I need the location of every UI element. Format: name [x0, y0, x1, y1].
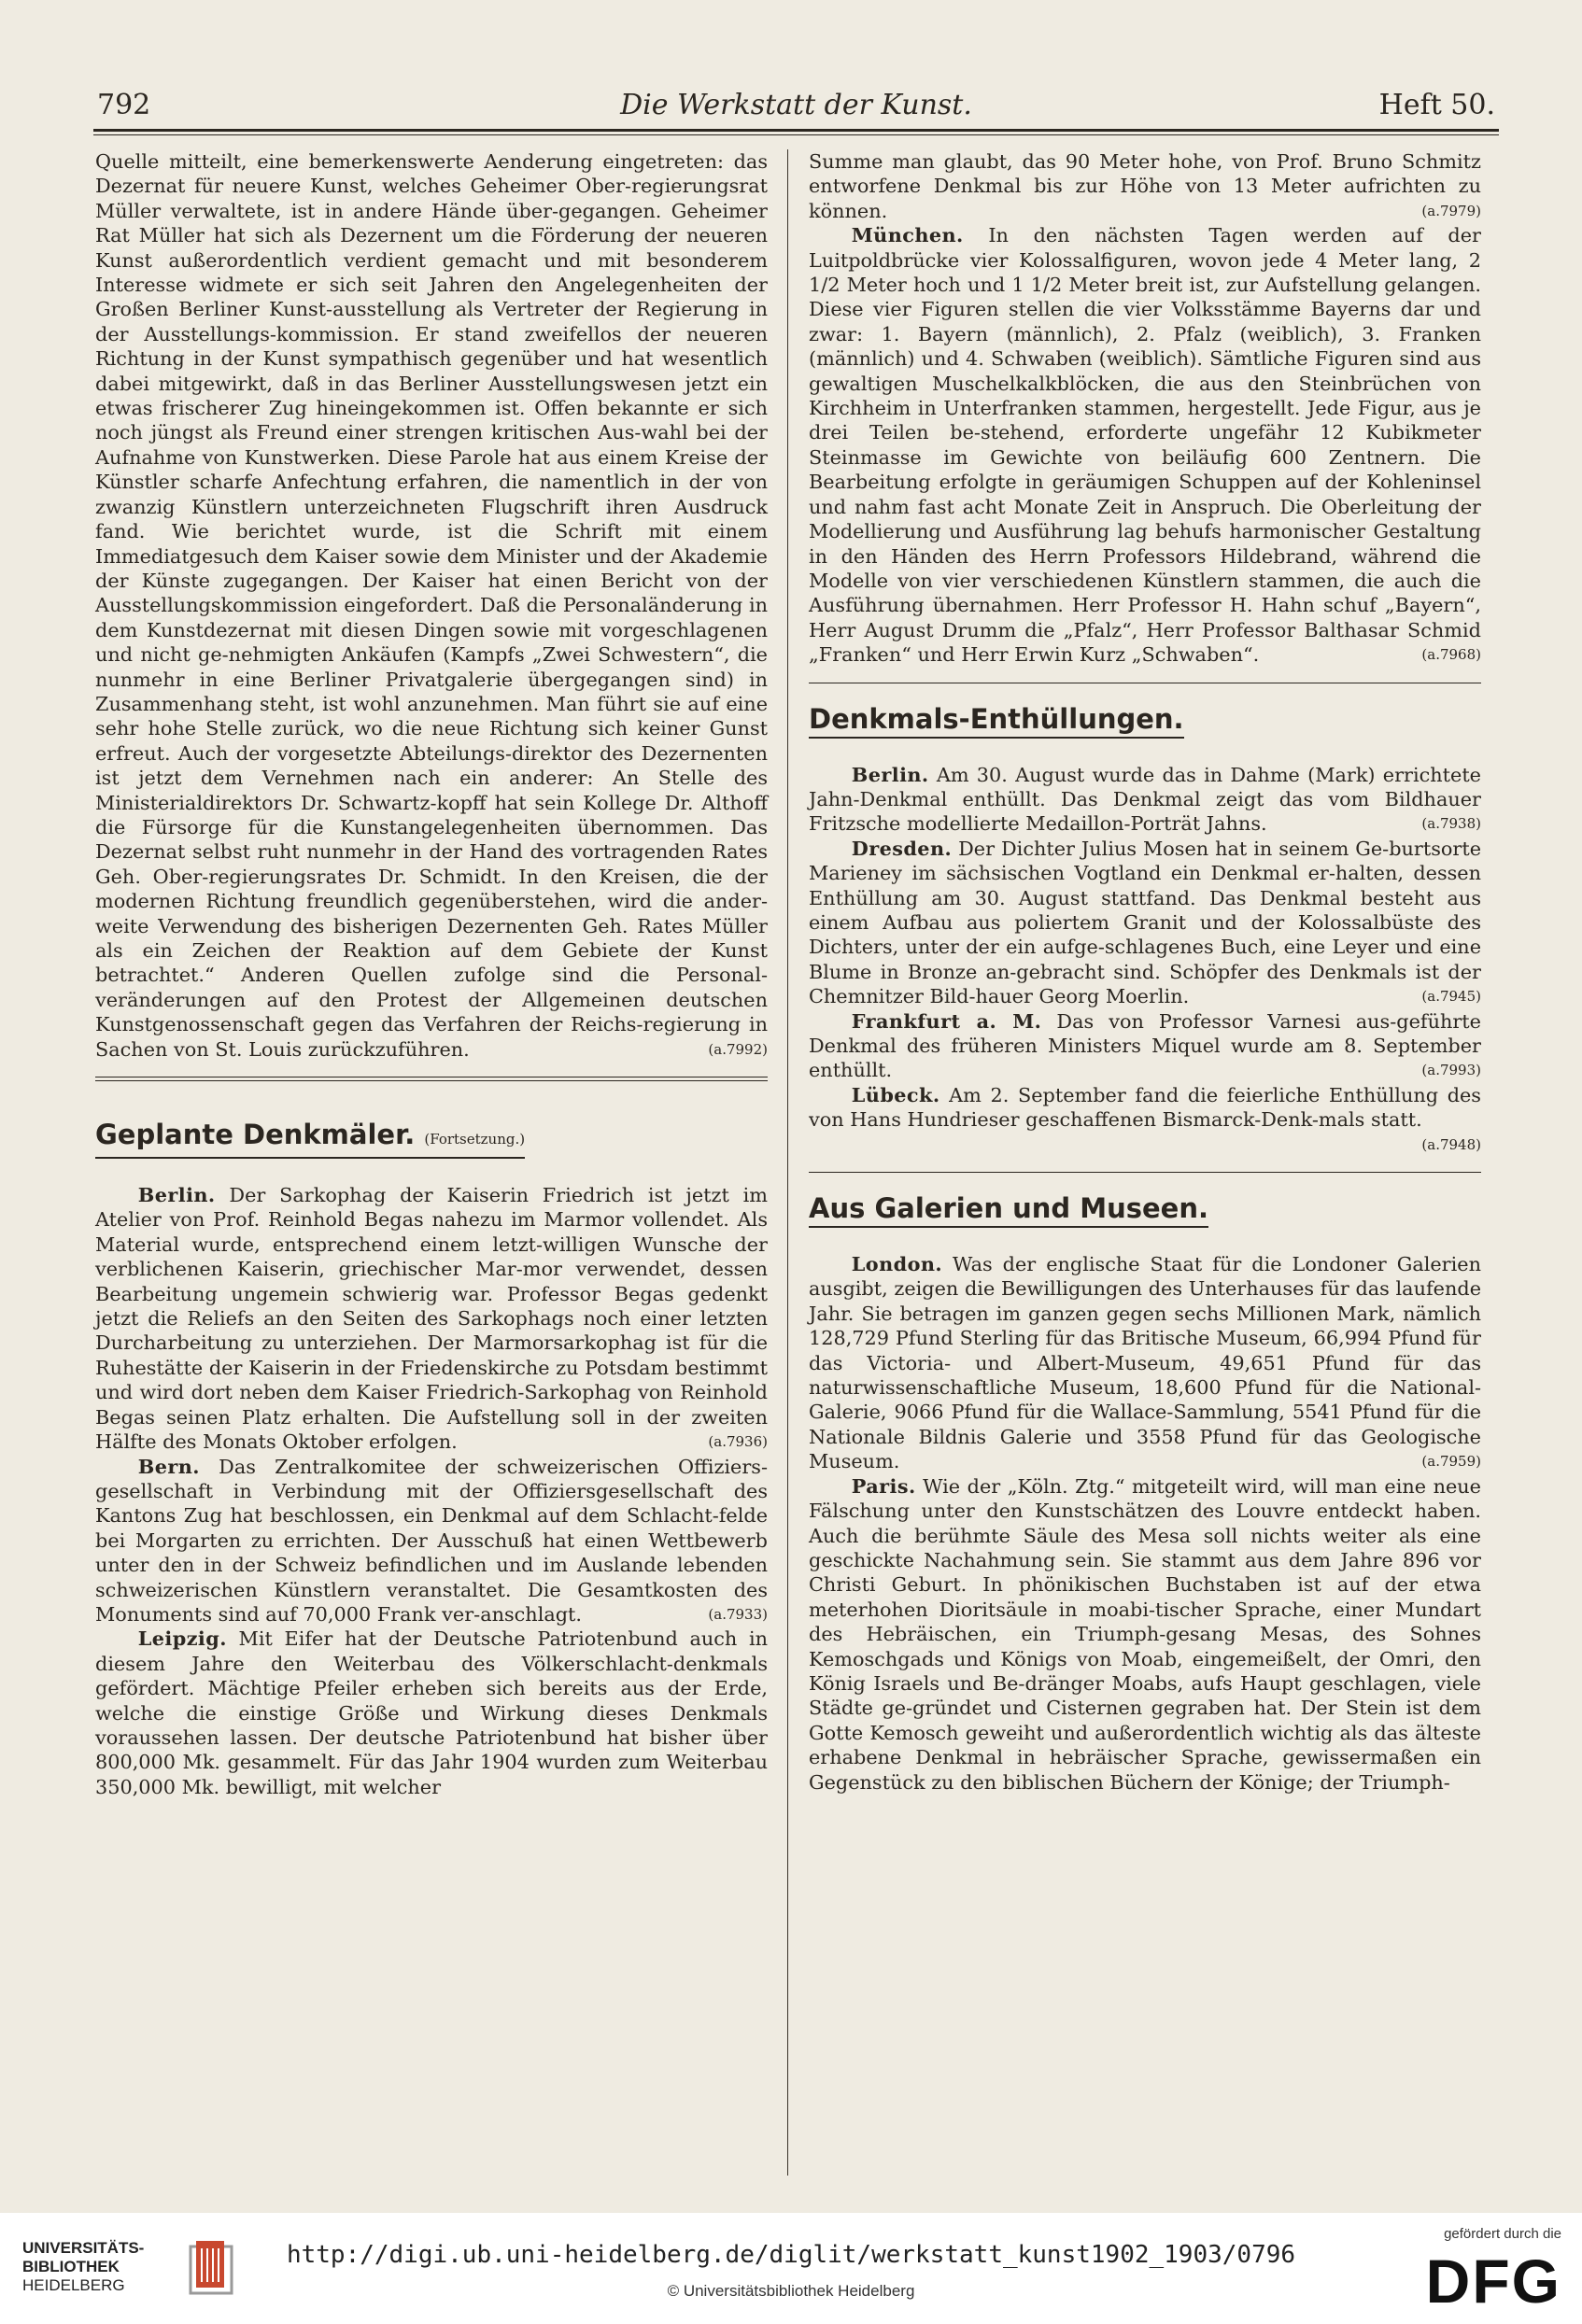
news-entry: [809, 1252, 1481, 1474]
section-divider-thin: [95, 1080, 768, 1081]
header-rule: [93, 129, 1499, 132]
entry-place: Dresden.: [851, 836, 953, 860]
entry-place: London.: [851, 1252, 943, 1276]
news-entry: [95, 1183, 768, 1454]
permalink-url[interactable]: http://digi.ub.uni-heidelberg.de/diglit/werkstatt_kunst1902_1903/0796: [286, 2241, 1296, 2269]
news-entry: [809, 1009, 1481, 1083]
entry-text: Wie der „Köln. Ztg.“ mitgeteilt wird, will man eine neue Fälschung unter den Kunstschätzen des Louvre entdeckt haben. Auch die berühmte Säule des Mesa soll nichts weiter als eine geschickte Nachahmung sein. Sie stammt aus dem Jahre 896 vor Christi Geburt. In phönikischen Buchstaben ist auf der etwa meterhohen Dioritsäule in moabi-tischer Sprache, einer Mundart des Hebräischen, ein Triumph-gesang Mesas, des Sohnes Kemoschgads und Königs von Moab, eingemeißelt, der Omri, den König Israels und Be-dränger Moabs, aufs Haupt geschlagen, viele Städte ge-gründet und Cisternen gegraben hat. Der Stein ist dem Gotte Kemosch geweiht und außerordentlich wichtig als das älteste erhabene Denkmal in hebräischer Sprache, gewissermaßen ein Gegenstück zu den biblischen Büchern der Könige; der Triumph-: [809, 1474, 1481, 1794]
entry-text: In den nächsten Tagen werden auf der Luitpoldbrücke vier Kolossalfiguren, wovon jede 4 Meter lang, 2 1/2 Meter hoch und 1 1/2 Meter breit ist, zur Aufstellung gelangen. Diese vier Figuren stellen die vier Volksstämme Bayerns dar und zwar: 1. Bayern (männlich), 2. Pfalz (weiblich), 3. Franken (männlich) und 4. Schwaben (weiblich). Sämtliche Figuren sind aus gewaltigen Muschelkalkblöcken, die aus den Steinbrüchen von Kirchheim in Unterfranken stammen, hergestellt. Jede Figur, aus je drei Teilen be-stehend, erforderte ungefähr 12 Kubikmeter Steinmasse im Gewichte von beiläufig 600 Zentnern. Die Bearbeitung erfolgte in geräumigen Schuppen auf der Kohleninsel und nahm fast acht Monate Zeit in Anspruch. Die Oberleitung der Modellierung und Ausführung lag behufs harmonischer Gestaltung in den Händen des Herrn Professors Hildebrand, während die Modelle von vier verschiedenen Künstlern stammen, die auch die Ausführung übernahmen. Herr Professor H. Hahn schuf „Bayern“, Herr August Drumm die „Pfalz“, Herr Professor Balthasar Schmid „Franken“ und Herr Erwin Kurz „Schwaben“.: [809, 224, 1481, 667]
news-entry: [809, 1082, 1481, 1153]
reference-code: (a.7979): [1421, 202, 1481, 219]
news-entry: [809, 763, 1481, 837]
reference-code: (a.7959): [1421, 1453, 1481, 1471]
entry-text: Am 2. September fand die feierliche Enthüllung des von Hans Hundrieser geschaffenen Bismarck-Denk-mals statt.: [809, 1083, 1481, 1132]
page-header: [93, 73, 1499, 127]
entry-place: Lübeck.: [851, 1082, 940, 1106]
section-title-enthuellungen: Denkmals-Enthüllungen.: [809, 703, 1184, 739]
entry-place: Frankfurt a. M.: [851, 1008, 1042, 1033]
entry-text: Der Dichter Julius Mosen hat in seinem Ge-burtsorte Marieney im sächsischen Vogtland ein Denkmal er-halten, dessen Enthüllung am 30. August stattfand. Das Denkmal besteht aus einem Aufbau aus poliertem Granit und der Kolossalbüste des Dichters, unter der ein aufge-schlagenes Buch, eine Leyer und eine Blume in Bronze an-gebracht sind. Schöpfer des Denkmals ist der Chemnitzer Bild-hauer Georg Moerlin.: [809, 837, 1481, 1008]
entry-text: Am 30. August wurde das in Dahme (Mark) errichtete Jahn-Denkmal enthüllt. Das Denkmal zeigt das vom Bildhauer Fritzsche modellierte Medaillon-Porträt Jahns.: [809, 763, 1481, 836]
section-note: (Fortsetzung.): [424, 1131, 526, 1148]
column-divider: [787, 149, 788, 2176]
article-continuation: Quelle mitteilt, eine bemerkenswerte Aenderung eingetreten: das Dezernat für neuere Kunst, welches Geheimer Ober-regierungsrat Müller verwaltete, ist in andere Hände über-gegangen. Geheimer Rat Müller hat sich als Dezernent um die Förderung der neueren Kunst außerordentlich verdient gemacht und mit besonderem Interesse widmete er sich seit Jahren den Angelegenheiten der Großen Berliner Kunst-ausstellung als Vertreter der Regierung in der Ausstellungs-kommission. Er stand zweifellos der neueren Richtung in der Kunst sympathisch gegenüber und hat wesentlich dabei mitgewirkt, daß in das Berliner Ausstellungswesen jetzt ein etwas frischerer Zug hineingekommen ist. Offen bekannte er sich noch jüngst als Freund einer strengen kritischen Aus-wahl bei der Aufnahme von Kunstwerken. Diese Parole hat aus einem Kreise der Künstler scharfe Anfechtung erfahren, die namentlich in der von zwanzig Künstlern unterzeichneten Flugschrift ihren Ausdruck fand. Wie berichtet wurde, ist die Schrift mit einem Immediatgesuch dem Kaiser sowie dem Minister und der Akademie der Künste zugegangen. Der Kaiser hat einen Bericht von der Ausstellungskommission eingefordert. Daß die Personaländerung in dem Kunstdezernat mit diesen Dingen sowie mit vorgeschlagenen und nicht ge-nehmigten Ankäufen (Kampfs „Zwei Schwestern“, die nunmehr in eine Berliner Privatgalerie übergegangen sind) in Zusammenhang steht, ist wohl anzunehmen. Man führt sie auf eine sehr hohe Stelle zurück, wo die neue Richtung sich keiner Gunst erfreut. Auch der vorgesetzte Abteilungs-direktor des Dezernenten ist jetzt dem Vernehmen nach ein anderer: An Stelle des Ministerialdirektors Dr. Schwartz-kopff hat sein Kollege Dr. Althoff die Fürsorge für die Kunstangelegenheiten übernommen. Das Dezernat selbst ruht nunmehr in der Hand des vortragenden Rates Geh. Ober-regierungsrates Dr. Schmidt. In den Kreisen, die der modernen Richtung freundlich gegenüberstehen, wird die ander-weite Verwendung des bisherigen Dezernenten Geh. Rates Müller als ein Zeichen der Reaktion auf dem Gebiete der Kunst betrachtet.“ Anderen Quellen zufolge sind die Personal-veränderungen auf den Protest der Allgemeinen deutschen Kunstgenossenschaft gegen das Verfahren der Reichs-regierung in Sachen von St. Louis zurückzuführen. (a.7992): [95, 150, 768, 1061]
right-column: [809, 149, 1481, 2194]
entry-text: Mit Eifer hat der Deutsche Patriotenbund auch in diesem Jahre den Weiterbau des Völkerschlacht-denkmals gefördert. Mächtige Pfeiler erheben sich bereits aus der Erde, welche die einstige Größe und Wirkung dieses Denkmals voraussehen lassen. Der deutsche Patriotenbund hat bisher über 800,000 Mk. gesammelt. Für das Jahr 1904 wurden zum Weiterbau 350,000 Mk. bewilligt, mit welcher: [95, 1627, 768, 1798]
news-entry: [809, 837, 1481, 1009]
entry-text: Der Sarkophag der Kaiserin Friedrich ist jetzt im Atelier von Prof. Reinhold Begas nahezu im Marmor vollendet. Als Material wurde, entsprechend einem letzt-willigen Wunsche der verblichenen Kaiserin, griechischer Mar-mor verwendet, dessen Bearbeitung ungemein schwierig war. Professor Begas gedenkt jetzt die Reliefs an den Seiten des Sarkophags noch einer letzten Durcharbeitung zu unterziehen. Der Marmorsarkophag ist für die Ruhestätte der Kaiserin in der Friedenskirche zu Potsdam bestimmt und wird dort neben dem Kaiser Friedrich-Sarkophag von Reinhold Begas seinen Platz erhalten. Die Aufstellung soll in der zweiten Hälfte des Monats Oktober erfolgen.: [95, 1184, 768, 1454]
issue-number: Heft 50.: [1378, 89, 1495, 121]
reference-code: (a.7968): [1421, 646, 1481, 664]
section-divider: [809, 1172, 1481, 1173]
entry-place: Bern.: [137, 1454, 200, 1478]
library-name: UNIVERSITÄTS- BIBLIOTHEK HEIDELBERG: [22, 2239, 145, 2294]
news-entry: [95, 1627, 768, 1799]
news-entry: [809, 1474, 1481, 1795]
entry-text: Was der englische Staat für die Londoner Galerien ausgibt, zeigen die Bewilligungen des Unterhauses für das laufende Jahr. Sie betragen im ganzen gegen sechs Millionen Mark, nämlich 128,729 Pfund Sterling für das Britische Museum, 66,994 Pfund für das Victoria- und Albert-Museum, 49,651 Pfund für das naturwissenschaftliche Museum, 18,600 Pfund für die National-Galerie, 9066 Pfund für die Wallace-Sammlung, 5541 Pfund für die Nationale Bildnis Galerie und 3558 Pfund für das Geologische Museum.: [809, 1253, 1481, 1473]
funder-logo[interactable]: [1393, 2226, 1561, 2316]
section-title-geplante-denkmaeler: Geplante Denkmäler. (Fortsetzung.): [95, 1119, 525, 1159]
entry-place: Berlin.: [851, 762, 929, 786]
copyright-notice: © Universitätsbibliothek Heidelberg: [667, 2282, 915, 2300]
reference-code: (a.7992): [708, 1040, 768, 1058]
entry-place: München.: [851, 223, 964, 247]
entry-place: Berlin.: [137, 1183, 216, 1207]
journal-title: Die Werkstatt der Kunst.: [620, 89, 972, 121]
reference-code: (a.7945): [1421, 988, 1481, 1006]
viewer-footer: [0, 2213, 1582, 2324]
entry-place: Paris.: [851, 1473, 916, 1498]
left-column: [95, 149, 768, 2194]
entry-text: Das von Professor Varnesi aus-geführte Denkmal des früheren Ministers Miquel wurde am 8. September enthüllt.: [809, 1009, 1481, 1082]
header-rule-thin: [93, 134, 1499, 135]
entry-place: Leipzig.: [137, 1627, 227, 1651]
news-entry: [95, 1455, 768, 1627]
reference-code: (a.7993): [1421, 1062, 1481, 1079]
reference-code: (a.7938): [1421, 815, 1481, 833]
entry-text: Das Zentralkomitee der schweizerischen Offiziers-gesellschaft in Verbindung mit der Offiziersgesellschaft des Kantons Zug hat beschlossen, ein Denkmal auf dem Schlacht-felde bei Morgarten zu errichten. Der Ausschuß hat einen Wettbewerb unter den in der Schweiz befindlichen und im Auslande lebenden schweizerischen Künstlern veranstaltet. Die Gesamtkosten des Monuments sind auf 70,000 Frank ver-anschlagt.: [95, 1455, 768, 1626]
reference-code: (a.7948): [1421, 1135, 1481, 1153]
article-continuation: Summe man glaubt, das 90 Meter hohe, von Prof. Bruno Schmitz entworfene Denkmal bis zur Höhe von 13 Meter aufrichten zu können. (a.7979): [809, 150, 1481, 222]
page-number: 792: [97, 89, 151, 121]
reference-code: (a.7933): [708, 1605, 768, 1623]
dfg-logo-text: DFG: [1425, 2247, 1561, 2316]
section-title-galerien-museen: Aus Galerien und Museen.: [809, 1192, 1208, 1228]
reference-code: (a.7936): [708, 1433, 768, 1451]
funding-text: gefördert durch die: [1444, 2226, 1561, 2242]
news-entry: [809, 223, 1481, 667]
